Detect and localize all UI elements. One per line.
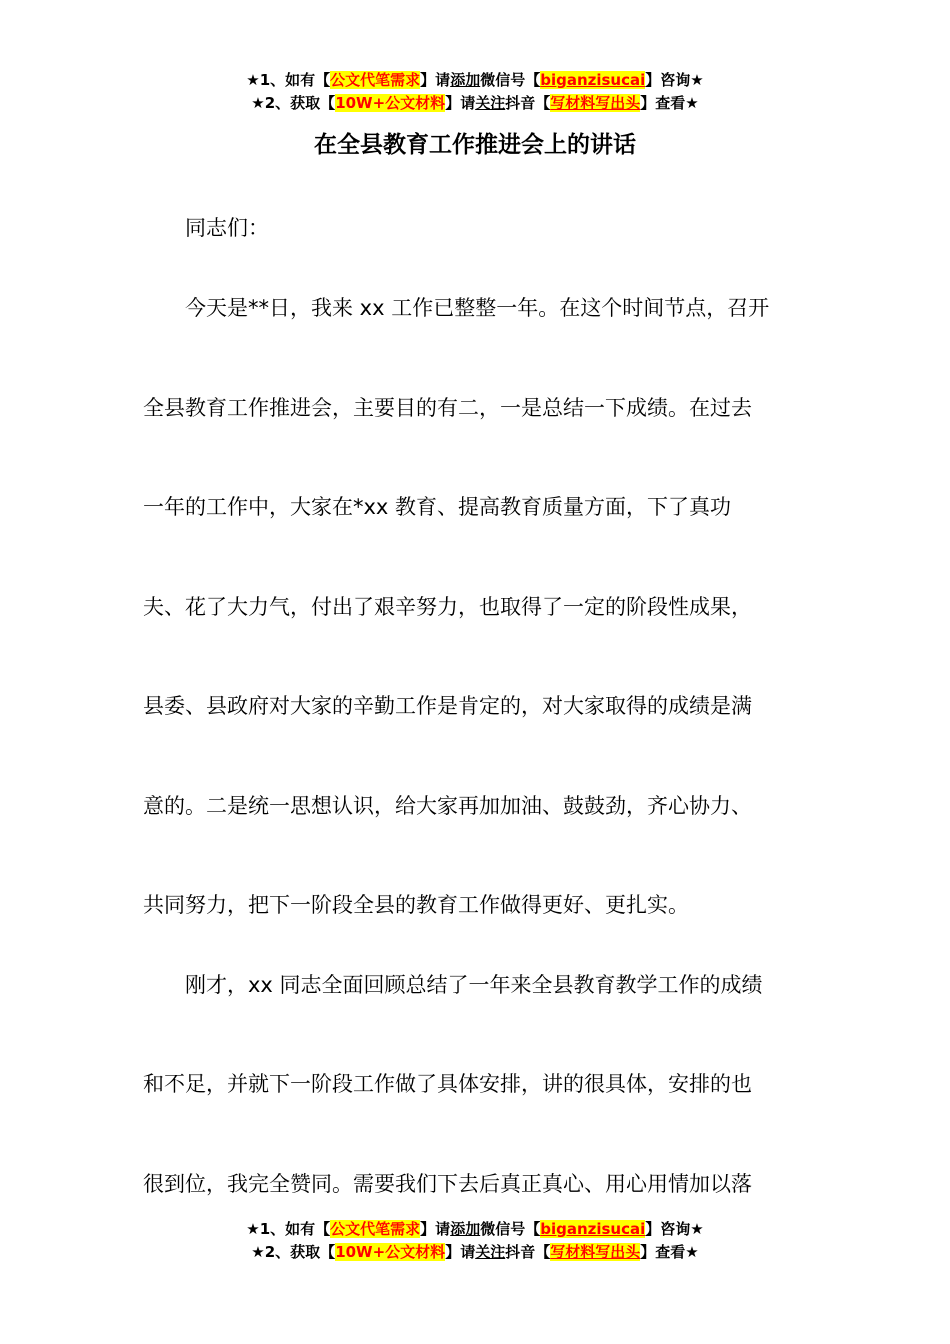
douyin-account-link[interactable]: 写材料写出头 bbox=[550, 94, 641, 112]
body-line: 共同努力，把下一阶段全县的教育工作做得更好、更扎实。 bbox=[143, 893, 689, 917]
highlight-service: 公文代笔需求 bbox=[330, 1220, 421, 1238]
body-line: 全县教育工作推进会，主要目的有二，一是总结一下成绩。在过去 bbox=[143, 396, 752, 420]
wechat-id-link[interactable]: biganzisucai bbox=[540, 1220, 646, 1238]
body-line: 和不足，并就下一阶段工作做了具体安排，讲的很具体，安排的也 bbox=[143, 1072, 752, 1096]
body-line: 刚才，xx 同志全面回顾总结了一年来全县教育教学工作的成绩 bbox=[143, 973, 763, 997]
body-line: 意的。二是统一思想认识，给大家再加加油、鼓鼓劲，齐心协力、 bbox=[143, 794, 752, 818]
body-line: 同志们： bbox=[143, 216, 269, 240]
banner-line-2: ★2、获取【10W+公文材料】请关注抖音【写材料写出头】查看★ bbox=[251, 94, 699, 112]
header-banner bbox=[0, 69, 950, 115]
body-line: 夫、花了大力气，付出了艰辛努力，也取得了一定的阶段性成果， bbox=[143, 595, 752, 619]
body-line: 县委、县政府对大家的辛勤工作是肯定的，对大家取得的成绩是满 bbox=[143, 694, 752, 718]
wechat-id-link[interactable]: biganzisucai bbox=[540, 71, 646, 89]
highlight-service: 公文代笔需求 bbox=[330, 71, 421, 89]
banner-line-1: ★1、如有【公文代笔需求】请添加微信号【biganzisucai】咨询★ bbox=[246, 1220, 704, 1238]
footer-banner bbox=[0, 1218, 950, 1264]
banner-line-2: ★2、获取【10W+公文材料】请关注抖音【写材料写出头】查看★ bbox=[251, 1243, 699, 1261]
document-title: 在全县教育工作推进会上的讲话 bbox=[314, 132, 636, 158]
highlight-materials: 10W+公文材料 bbox=[335, 1243, 446, 1261]
douyin-account-link[interactable]: 写材料写出头 bbox=[550, 1243, 641, 1261]
highlight-materials: 10W+公文材料 bbox=[335, 94, 446, 112]
body-line: 今天是**日，我来 xx 工作已整整一年。在这个时间节点，召开 bbox=[143, 296, 770, 320]
body-line: 一年的工作中，大家在*xx 教育、提高教育质量方面，下了真功 bbox=[143, 495, 732, 519]
body-line: 很到位，我完全赞同。需要我们下去后真正真心、用心用情加以落 bbox=[143, 1172, 752, 1196]
banner-line-1: ★1、如有【公文代笔需求】请添加微信号【biganzisucai】咨询★ bbox=[246, 71, 704, 89]
